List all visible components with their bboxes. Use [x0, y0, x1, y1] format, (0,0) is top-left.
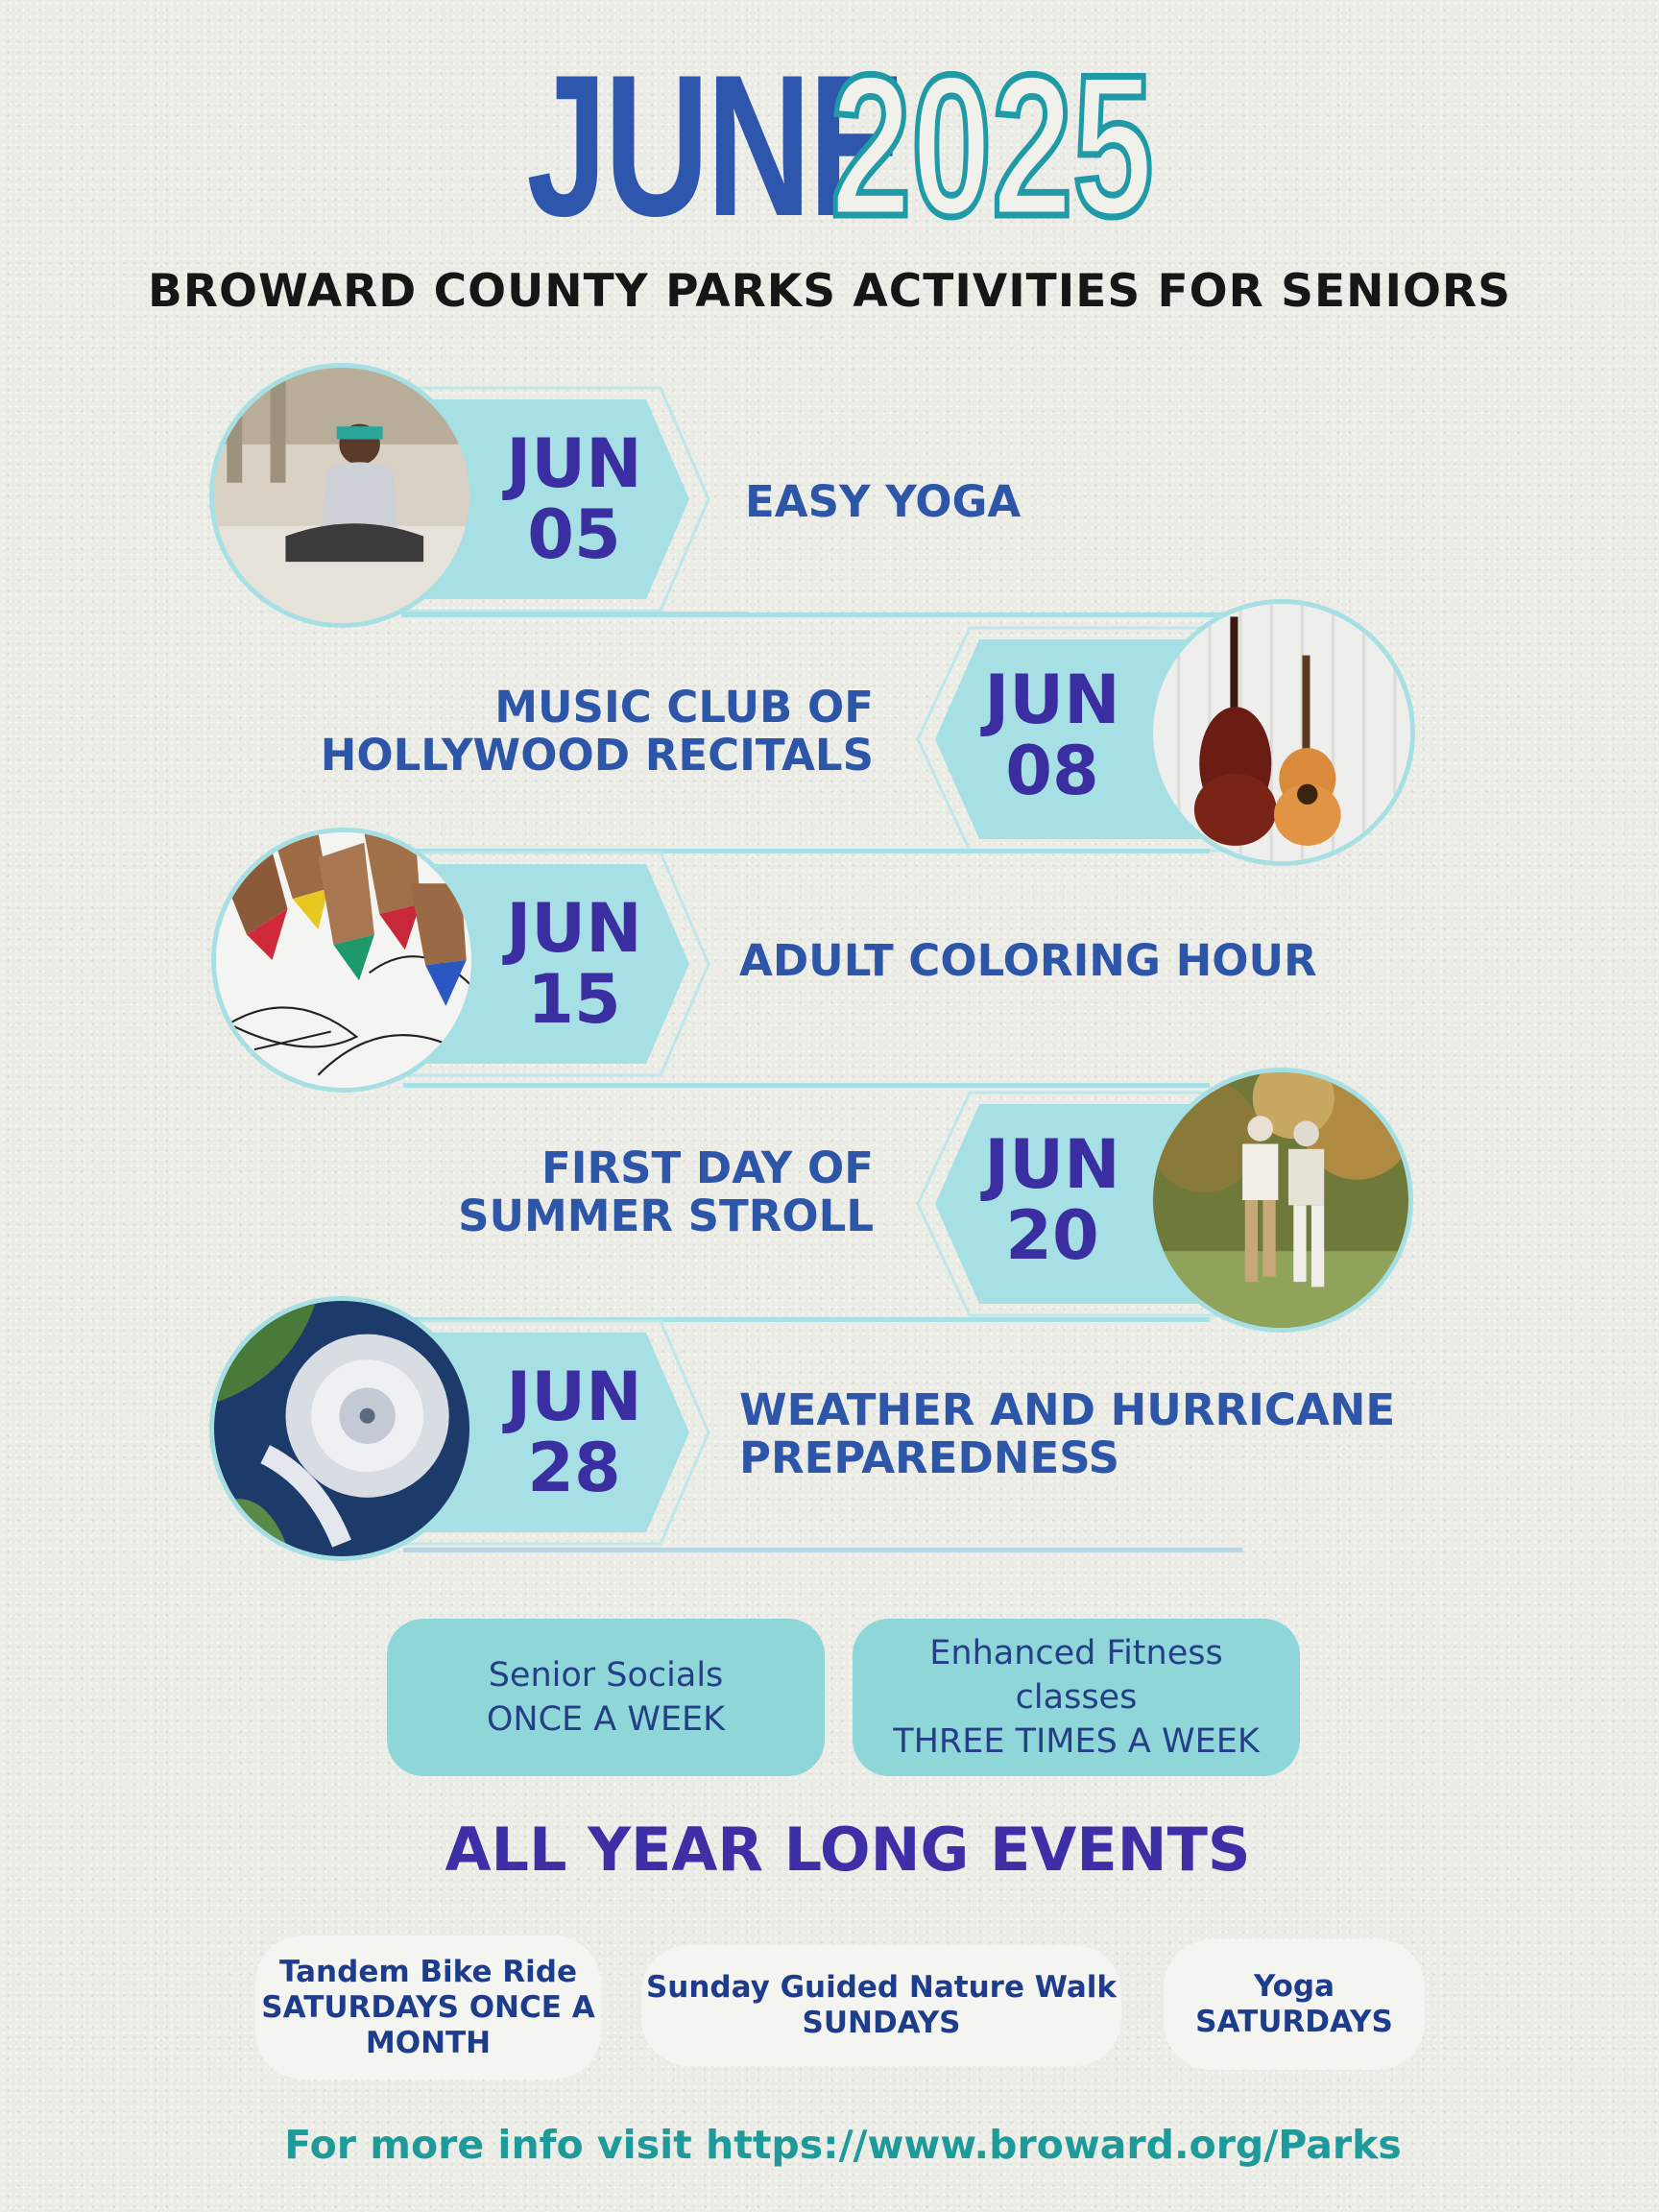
pill-line: ONCE A WEEK [486, 1700, 726, 1739]
bubble-line: SATURDAYS [1195, 2005, 1393, 2039]
pill-line: classes [1015, 1678, 1138, 1717]
recurring-senior-socials [387, 1619, 825, 1776]
yoga-photo [209, 363, 474, 628]
event-day: 28 [527, 1429, 621, 1507]
pill-line: Enhanced Fitness [929, 1634, 1223, 1672]
all-year-yoga [1164, 1939, 1425, 2070]
event-title-2 [192, 684, 874, 780]
event-day: 20 [1005, 1196, 1099, 1275]
event-date-2 [947, 661, 1158, 810]
event-title-line: PREPAREDNESS [739, 1432, 1119, 1483]
bubble-line: Tandem Bike Ride [278, 1954, 577, 1989]
event-day: 08 [1005, 732, 1099, 810]
couple-walking-photo [1148, 1068, 1413, 1333]
bubble-line: SUNDAYS [802, 2006, 961, 2040]
title-month: JUNE [526, 33, 903, 258]
colored-pencils-photo [211, 828, 476, 1093]
bubble-line: Yoga [1253, 1969, 1334, 2004]
event-title-line: FIRST DAY OF [541, 1142, 874, 1193]
all-year-nature-walk [641, 1945, 1121, 2066]
all-year-tandem-bike [255, 1936, 601, 2080]
event-title-line: MUSIC CLUB OF [494, 682, 874, 733]
recurring-enhanced-fitness [853, 1619, 1300, 1776]
hurricane-satellite-photo [209, 1296, 474, 1561]
event-title-5 [739, 1386, 1395, 1482]
event-date-3 [469, 889, 680, 1039]
page-title [0, 33, 1659, 258]
event-title-line: SUMMER STROLL [458, 1190, 874, 1241]
event-month: JUN [506, 889, 642, 968]
bubble-line: Sunday Guided Nature Walk [645, 1970, 1118, 2005]
event-title-1: EASY YOGA [745, 476, 1022, 527]
pill-line: THREE TIMES A WEEK [893, 1722, 1260, 1761]
event-date-5 [469, 1358, 680, 1507]
event-month: JUN [984, 661, 1120, 739]
event-title-line: HOLLYWOOD RECITALS [320, 730, 874, 781]
violin-guitar-photo [1148, 599, 1415, 866]
subtitle: BROWARD COUNTY PARKS ACTIVITIES FOR SENIORS [148, 265, 1511, 318]
event-title-3: ADULT COLORING HOUR [739, 935, 1317, 986]
title-year: 2025 [830, 33, 1154, 258]
all-year-heading: ALL YEAR LONG EVENTS [445, 1815, 1251, 1885]
event-month: JUN [506, 1358, 642, 1436]
event-month: JUN [984, 1125, 1120, 1204]
event-month: JUN [506, 424, 642, 503]
event-date-1 [469, 424, 680, 574]
event-day: 15 [527, 960, 621, 1039]
section-divider [403, 1548, 1242, 1552]
event-title-line: WEATHER AND HURRICANE [739, 1384, 1396, 1435]
pill-line: Senior Socials [488, 1656, 724, 1695]
footer-link[interactable]: For more info visit https://www.broward.org/Parks [284, 2122, 1402, 2168]
event-day: 05 [527, 495, 621, 574]
event-title-4 [192, 1144, 874, 1240]
bubble-line: SATURDAYS ONCE A [261, 1989, 595, 2025]
bubble-line: MONTH [365, 2025, 492, 2060]
event-date-4 [947, 1125, 1158, 1275]
